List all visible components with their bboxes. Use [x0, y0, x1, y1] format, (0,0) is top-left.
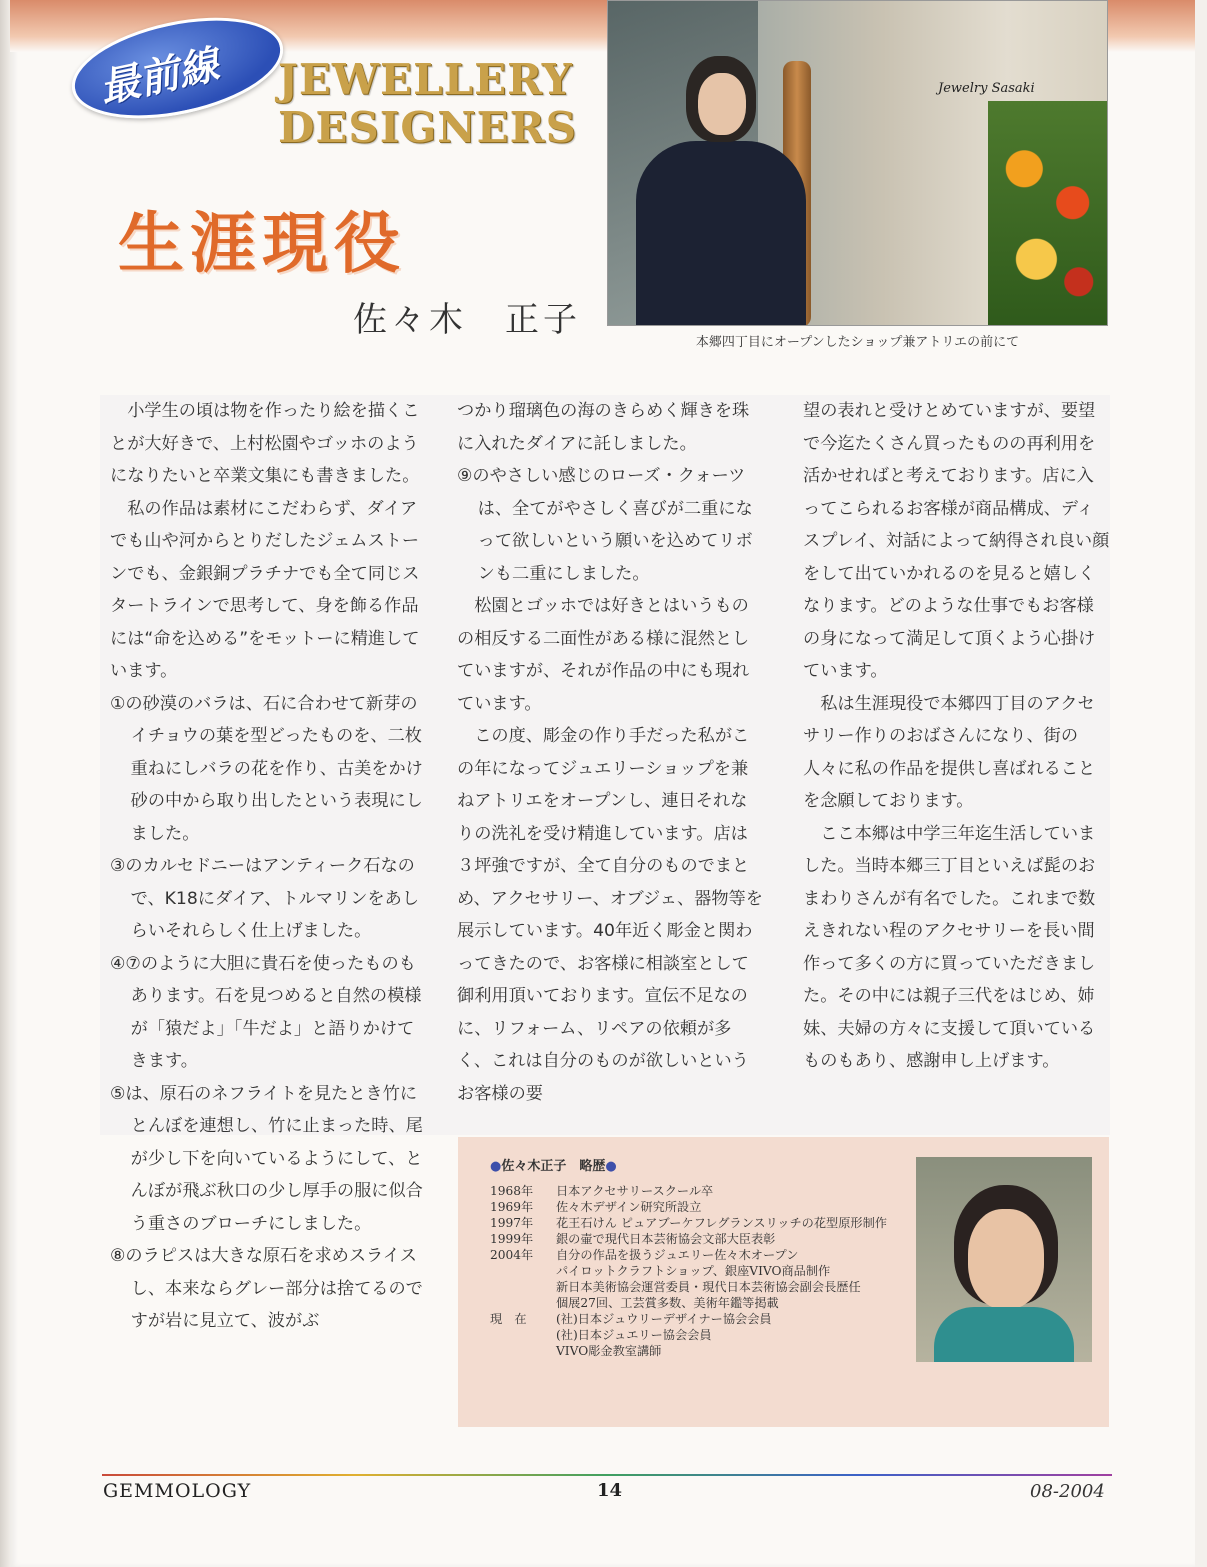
numbered-paragraph: ⑨のやさしい感じのローズ・クォーツは、全てがやさしく喜びが二重になって欲しいという願いを込めてリボンも二重にしました。	[457, 466, 753, 584]
paragraph: 私の作品は素材にこだわらず、ダイアでも山や河からとりだしたジェムストーンでも、金銀銅プラチナでも全て同じスタートラインで思考して、身を飾る作品には“命を込める”をモットーに精進しています。	[110, 498, 420, 681]
career-year	[490, 1343, 556, 1359]
numbered-paragraph: ④⑦のように大胆に貴石を使ったものもあります。石を見つめると自然の模様が「猿だよ」「牛だよ」と語りかけてきます。	[110, 953, 422, 1071]
career-text: パイロットクラフトショップ、銀座VIVO商品制作	[556, 1264, 831, 1278]
career-text: 個展27回、工芸賞多数、美術年鑑等掲載	[556, 1296, 779, 1310]
series-title-line-2: DESIGNERS	[278, 103, 577, 152]
series-title-line-1: JEWELLERY	[278, 55, 573, 104]
career-row	[490, 1295, 920, 1311]
career-row	[490, 1183, 920, 1199]
photo-caption: 本郷四丁目にオープンしたショップ兼アトリエの前にて	[695, 335, 1020, 350]
career-text: (社)日本ジュエリー協会会員	[556, 1328, 712, 1342]
numbered-paragraph: ⑧のラピスは大きな原石を求めスライスし、本来ならグレー部分は捨てるのですが岩に見立て、波がぶ	[110, 1246, 423, 1331]
paragraph: 私は生涯現役で本郷四丁目のアクセサリー作りのおばさんになり、街の人々に私の作品を提供し喜ばれることを念願しております。	[803, 693, 1096, 811]
photo-person-face	[698, 73, 746, 135]
series-title	[278, 56, 577, 152]
career-text: 銀の壷で現代日本芸術協会文部大臣表彰	[556, 1232, 776, 1246]
bullet-dot-icon: ●	[605, 1159, 617, 1174]
career-row	[490, 1343, 920, 1359]
footer-rule	[102, 1474, 1112, 1476]
article-headline: 生涯現役	[118, 204, 406, 282]
career-text: 新日本美術協会運営委員・現代日本芸術協会副会長歴任	[556, 1280, 861, 1294]
career-year: 現 在	[490, 1312, 527, 1326]
article-column-3	[803, 395, 1110, 1078]
portrait-face	[968, 1209, 1044, 1309]
career-text: 日本アクセサリースクール卒	[556, 1184, 714, 1198]
shop-front-photo	[607, 0, 1108, 326]
career-row	[490, 1247, 920, 1263]
career-year: 1969年	[490, 1200, 534, 1214]
paragraph: 松園とゴッホでは好きとはいうものの相反する二面性がある様に混然としていますが、それが作品の中にも現れています。	[457, 596, 750, 714]
page-number: 14	[597, 1480, 623, 1501]
career-year: 1997年	[490, 1216, 534, 1230]
photo-flower-arrangement	[988, 101, 1108, 326]
career-row	[490, 1263, 920, 1279]
paragraph: 望の表れと受けとめていますが、要望で今迄たくさん買ったものの再利用を活かせればと考えております。店に入ってこられるお客様が商品構成、ディスプレイ、対話によって納得され良い顔をして出ていかれるのを見ると嬉しくなります。どのような仕事でもお客様の身になって満足して頂くよう心掛けています。	[803, 401, 1110, 681]
career-year: 1999年	[490, 1232, 534, 1246]
section-badge-label: 最前線	[95, 42, 223, 113]
paragraph: つかり瑠璃色の海のきらめく輝きを珠に入れたダイアに託しました。	[457, 401, 750, 454]
article-column-1	[110, 395, 424, 1338]
career-text: 自分の作品を扱うジュエリー佐々木オープン	[556, 1248, 799, 1262]
career-text: (社)日本ジュウリーデザイナー協会会員	[556, 1312, 772, 1326]
profile-title	[490, 1155, 617, 1174]
career-history	[490, 1183, 920, 1359]
career-row	[490, 1215, 920, 1231]
career-row	[490, 1231, 920, 1247]
career-row	[490, 1279, 920, 1295]
paragraph: 小学生の頃は物を作ったり絵を描くことが大好きで、上村松園やゴッホのようになりたいと卒業文集にも書きました。	[110, 401, 420, 486]
career-row	[490, 1199, 920, 1215]
career-row	[490, 1327, 920, 1343]
numbered-paragraph: ①の砂漠のバラは、石に合わせて新芽のイチョウの葉を型どったものを、二枚重ねにしバラの花を作り、古美をかけ砂の中から取り出したという表現にしました。	[110, 693, 423, 844]
numbered-paragraph: ⑤は、原石のネフライトを見たとき竹にとんぼを連想し、竹に止まった時、尾が少し下を向いているようにして、とんぼが飛ぶ秋口の少し厚手の服に似合う重さのブローチにしました。	[110, 1083, 423, 1234]
career-text: 佐々木デザイン研究所設立	[556, 1200, 702, 1214]
magazine-name: GEMMOLOGY	[103, 1480, 252, 1502]
author-name: 佐々木 正子	[353, 300, 581, 340]
career-year	[490, 1327, 556, 1343]
article-column-2	[457, 395, 764, 1110]
career-row	[490, 1311, 920, 1327]
career-year: 1968年	[490, 1184, 534, 1198]
career-text: VIVO彫金教室講師	[556, 1344, 662, 1358]
paragraph: この度、彫金の作り手だった私がこの年になってジュエリーショップを兼ねアトリエをオープンし、連日それなりの洗礼を受け精進しています。店は３坪強ですが、全て自分のものでまとめ、アクセサリー、オブジェ、器物等を展示しています。40年近く彫金と関わってきたので、お客様に相談室として御利用頂いております。宣伝不足なのに、リフォーム、リペアの依頼が多く、これは自分のものが欲しいというお客様の要	[457, 726, 763, 1104]
career-year	[490, 1279, 556, 1295]
career-year: 2004年	[490, 1248, 534, 1262]
career-year	[490, 1295, 556, 1311]
issue-date: 08-2004	[1030, 1481, 1105, 1502]
shop-sign: Jewelry Sasaki	[938, 81, 1035, 96]
profile-title-text: 佐々木正子 略歴	[501, 1159, 606, 1174]
career-text: 花王石けん ピュアブーケフレグランスリッチの花型原形制作	[556, 1216, 887, 1230]
numbered-paragraph: ③のカルセドニーはアンティーク石なので、K18にダイア、トルマリンをあしらいそれらしく仕上げました。	[110, 856, 420, 941]
career-year	[490, 1263, 556, 1279]
bullet-dot-icon: ●	[490, 1159, 502, 1174]
profile-box	[458, 1137, 1109, 1427]
author-portrait-photo	[916, 1157, 1092, 1362]
paragraph: ここ本郷は中学三年迄生活していました。当時本郷三丁目といえば髭のおまわりさんが有名でした。これまで数えきれない程のアクセサリーを長い間作って多くの方に買っていただきました。その中には親子三代をはじめ、姉妹、夫婦の方々に支援して頂いているものもあり、感謝申し上げます。	[803, 823, 1096, 1071]
photo-person-body	[636, 141, 806, 326]
portrait-shirt	[934, 1307, 1074, 1362]
binding-spine	[0, 0, 10, 1567]
